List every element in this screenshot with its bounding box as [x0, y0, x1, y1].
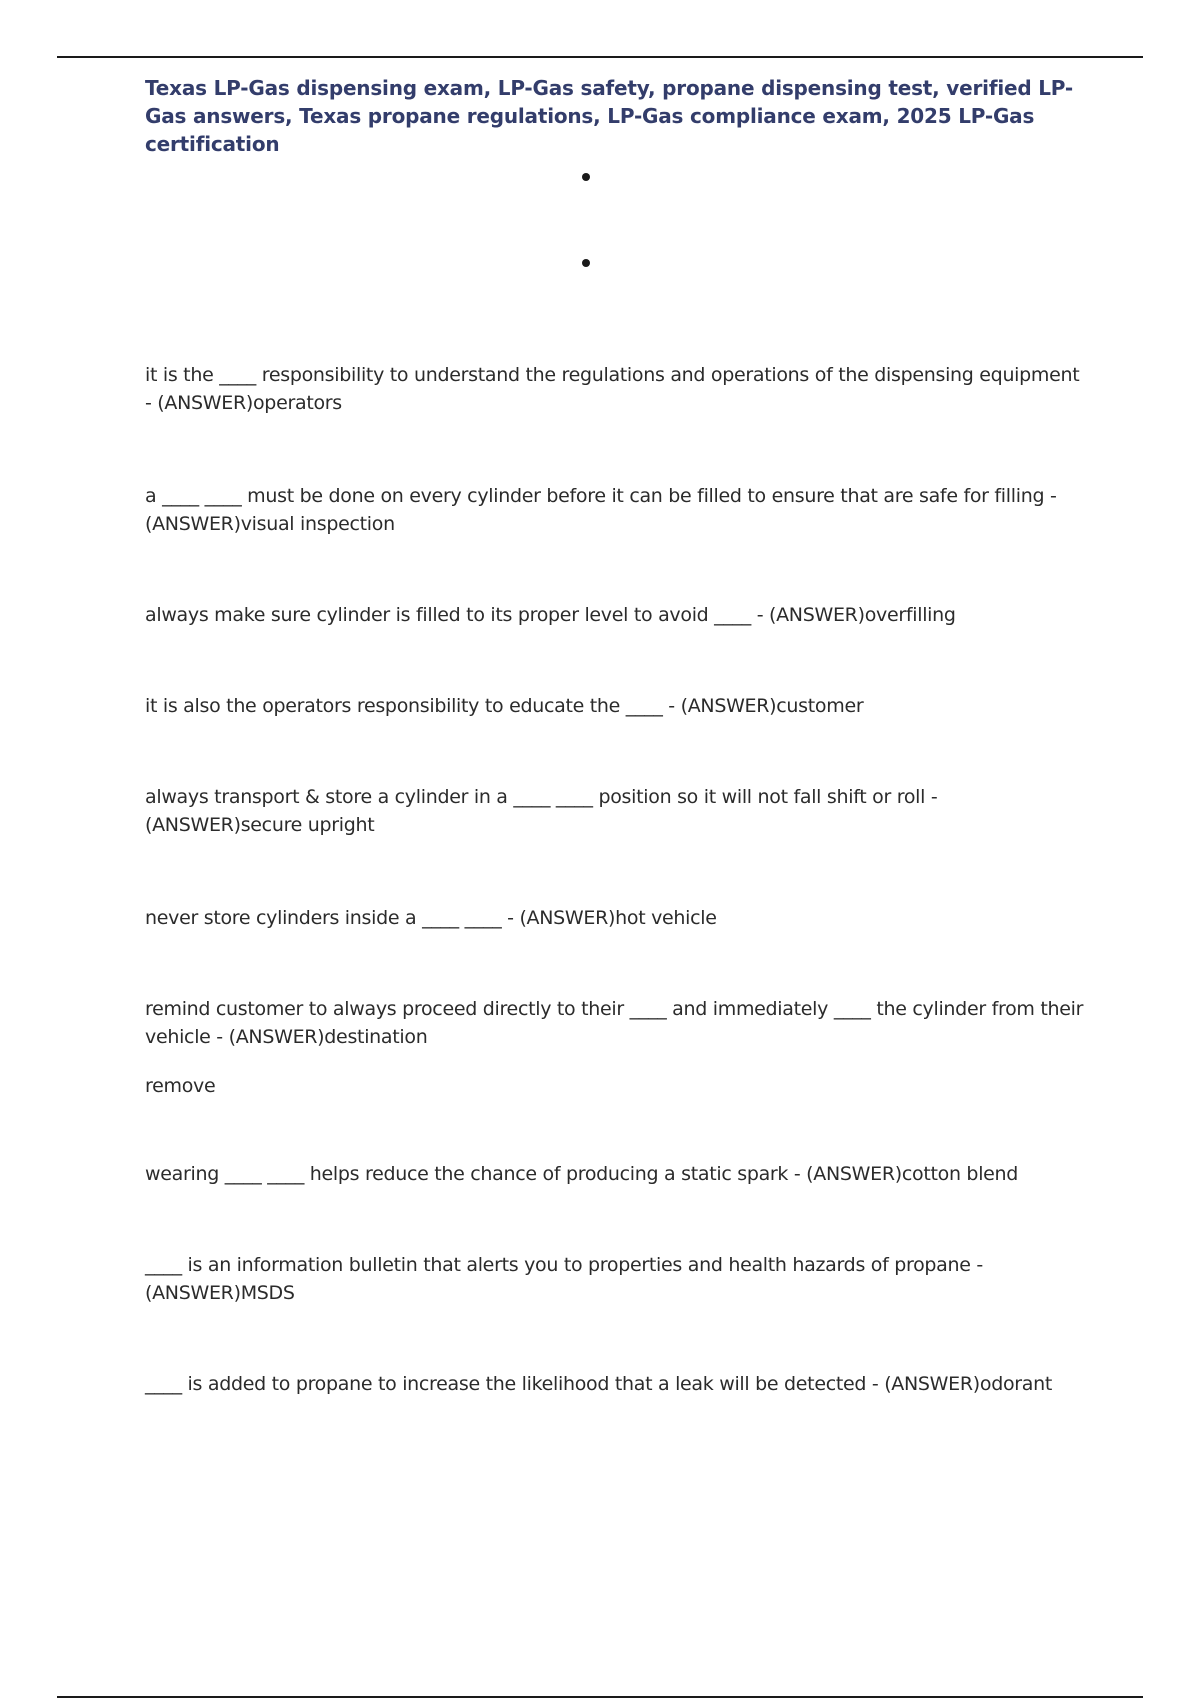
- bottom-rule: [57, 1696, 1143, 1698]
- question-item: always make sure cylinder is filled to its proper level to avoid ____ - (ANSWER)overfilling: [145, 604, 956, 626]
- bullet-point: [582, 259, 590, 267]
- question-item: wearing ____ ____ helps reduce the chance of producing a static spark - (ANSWER)cotton blend: [145, 1163, 1019, 1185]
- document-title: Texas LP-Gas dispensing exam, LP-Gas safety, propane dispensing test, verified LP-Gas answers, Texas propane regulations, LP-Gas compliance exam, 2025 LP-Gas certification: [145, 76, 1073, 156]
- question-item: ____ is an information bulletin that alerts you to properties and health hazards of propane - (ANSWER)MSDS: [145, 1254, 983, 1304]
- question-item: never store cylinders inside a ____ ____ - (ANSWER)hot vehicle: [145, 907, 717, 929]
- question-item: always transport & store a cylinder in a ____ ____ position so it will not fall shift or roll - (ANSWER)secure upright: [145, 786, 938, 836]
- answer-continuation: remove: [145, 1075, 216, 1097]
- question-item: remind customer to always proceed directly to their ____ and immediately ____ the cylinder from their vehicle - (ANSWER)destination: [145, 998, 1084, 1048]
- bullet-point: [582, 173, 590, 181]
- question-item: it is also the operators responsibility to educate the ____ - (ANSWER)customer: [145, 695, 864, 717]
- question-item: ____ is added to propane to increase the likelihood that a leak will be detected - (ANSWER)odorant: [145, 1373, 1053, 1395]
- top-rule: [57, 56, 1143, 58]
- question-item: a ____ ____ must be done on every cylinder before it can be filled to ensure that are safe for filling - (ANSWER)visual inspection: [145, 485, 1057, 535]
- question-item: it is the ____ responsibility to understand the regulations and operations of the dispensing equipment - (ANSWER)operators: [145, 364, 1080, 414]
